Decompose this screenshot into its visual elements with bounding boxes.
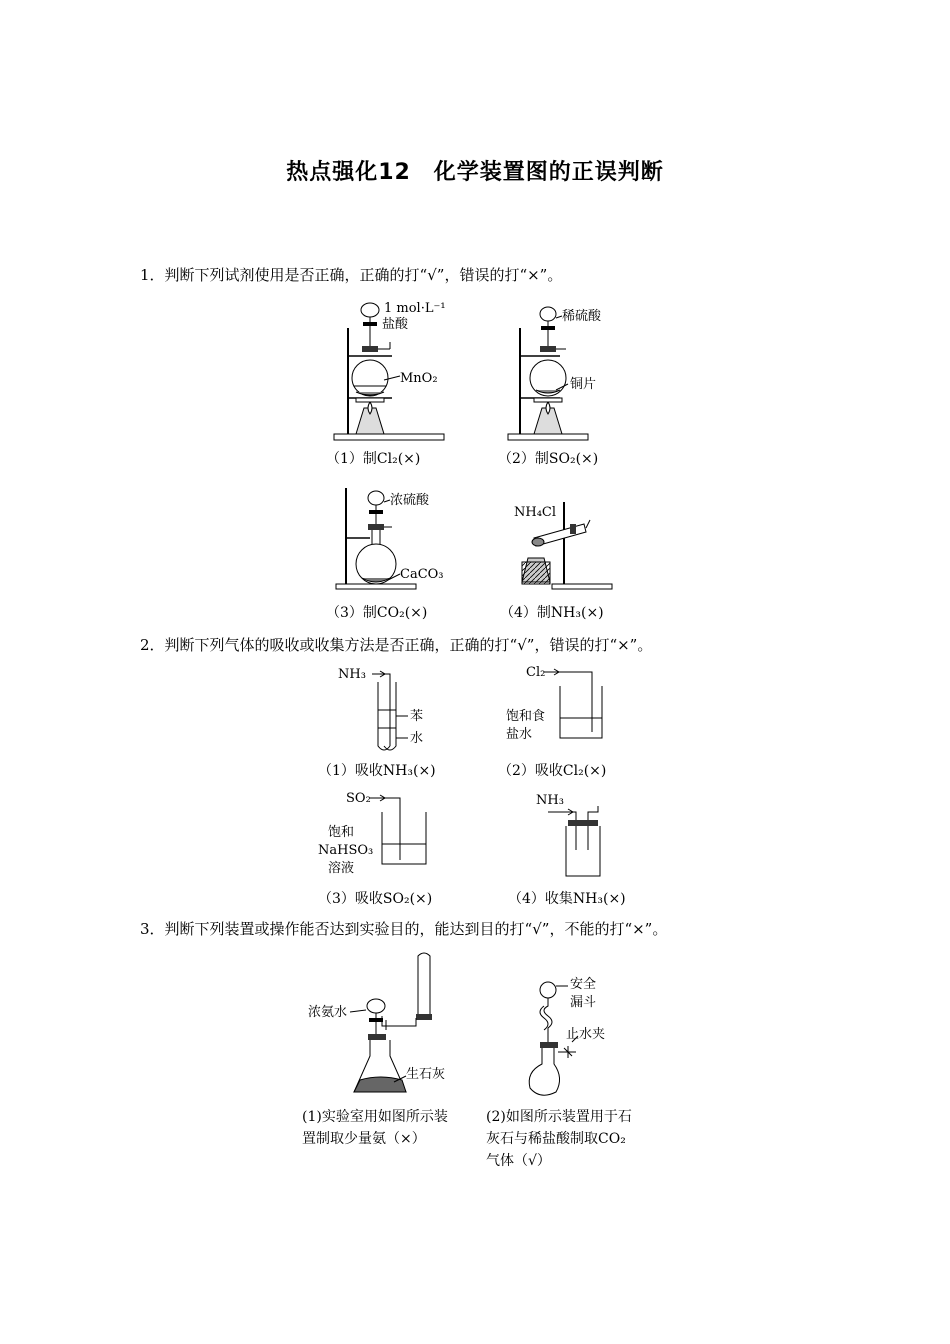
label-saturated-salt-1: 饱和食 (506, 709, 546, 724)
label-nh3-in: NH₃ (338, 667, 366, 682)
figure-cl2-apparatus (320, 298, 450, 443)
figure-ammonia-prep (306, 950, 456, 1102)
page-title: 热点强化12 化学装置图的正误判断 (286, 160, 664, 185)
caption-3-2-line-1: (2)如图所示装置用于石 (486, 1109, 632, 1125)
caption-2-4: （4）收集NH₃(×) (508, 891, 626, 907)
figure-absorb-cl2 (504, 660, 614, 750)
label-copper: 铜片 (570, 377, 597, 392)
caption-3-1 (302, 1106, 448, 1150)
question-2-text: 2．判断下列气体的吸收或收集方法是否正确，正确的打“√”，错误的打“×”。 (140, 636, 653, 654)
label-solution: 溶液 (328, 861, 355, 876)
figure-nh3-apparatus (510, 498, 620, 592)
label-hcl: 盐酸 (382, 317, 409, 332)
label-caco3: CaCO₃ (400, 567, 444, 582)
label-water-clamp: 止水夹 (566, 1027, 606, 1042)
caption-1-4: （4）制NH₃(×) (500, 605, 604, 621)
label-nh3-collect: NH₃ (536, 793, 564, 808)
label-hcl-conc: 1 mol·L⁻¹ (384, 301, 446, 316)
caption-3-2 (486, 1106, 632, 1172)
label-nahso3: NaHSO₃ (318, 843, 374, 858)
question-3-text: 3．判断下列装置或操作能否达到实验目的，能达到目的打“√”，不能的打“×”。 (140, 920, 668, 938)
caption-2-2: （2）吸收Cl₂(×) (498, 763, 607, 779)
caption-1-2: （2）制SO₂(×) (498, 451, 599, 467)
label-cl2-in: Cl₂ (526, 665, 546, 680)
label-dilute-h2so4: 稀硫酸 (562, 309, 602, 324)
figure-co2-apparatus (330, 484, 460, 592)
figure-so2-apparatus (498, 298, 628, 443)
caption-3-1-line-1: (1)实验室用如图所示装 (302, 1109, 448, 1125)
caption-2-1: （1）吸收NH₃(×) (318, 763, 436, 779)
label-conc-h2so4: 浓硫酸 (390, 493, 430, 508)
figure-absorb-nh3 (336, 662, 436, 754)
caption-3-2-line-2: 灰石与稀盐酸制取CO₂ (486, 1131, 626, 1147)
label-nh4cl: NH₄Cl (514, 505, 557, 520)
label-benzene: 苯 (410, 709, 424, 724)
label-saturated: 饱和 (328, 825, 355, 840)
label-saturated-salt-2: 盐水 (506, 727, 533, 742)
label-so2-in: SO₂ (346, 791, 371, 806)
caption-2-3: （3）吸收SO₂(×) (318, 891, 433, 907)
caption-3-2-line-3: 气体（√） (486, 1153, 551, 1169)
label-funnel: 漏斗 (570, 995, 597, 1010)
figure-co2-safety-funnel (520, 972, 630, 1102)
label-water: 水 (410, 731, 424, 746)
caption-1-1: （1）制Cl₂(×) (326, 451, 421, 467)
label-safety: 安全 (570, 977, 597, 992)
caption-1-3: （3）制CO₂(×) (326, 605, 428, 621)
figure-absorb-so2 (316, 788, 436, 886)
question-1-text: 1．判断下列试剂使用是否正确，正确的打“√”，错误的打“×”。 (140, 266, 563, 284)
label-mno2: MnO₂ (400, 371, 438, 386)
caption-3-1-line-2: 置制取少量氨（×） (302, 1131, 426, 1147)
label-conc-ammonia: 浓氨水 (308, 1005, 348, 1020)
label-quicklime: 生石灰 (406, 1067, 446, 1082)
figure-collect-nh3 (532, 790, 622, 882)
